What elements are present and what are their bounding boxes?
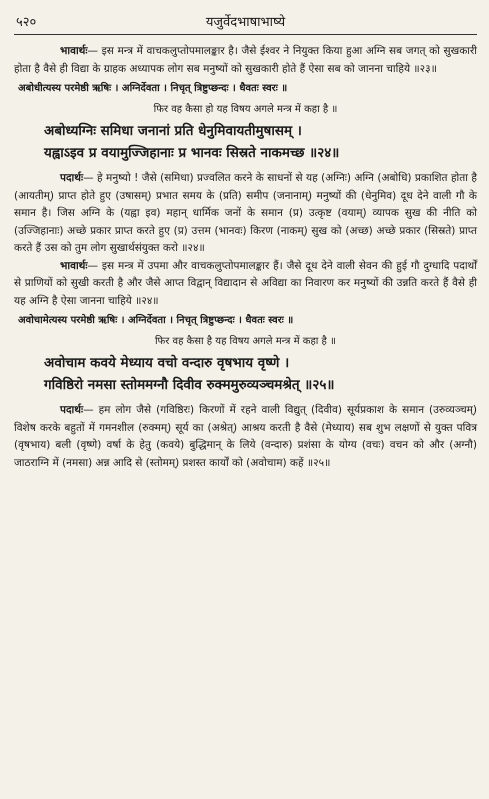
padartha-label: पदार्थः (60, 404, 84, 416)
bhavartha-text: — इस मन्त्र में वाचकलुप्तोपमालङ्कार है। जैसे ईश्वर ने नियुक्त किया हुआ अग्नि सब जगत् को सुखकारी होता है वैसे ही विद्या के ग्राहक अध्यापक लोग सब मनुष्यों को सुखकारी होते हैं ऐसा सब को जानना चाहिये ॥२३॥ (14, 45, 477, 75)
bhavartha-24 (14, 258, 477, 311)
mantra-24-line-2: यह्वाऽइव प्र वयामुज्जिहानाः प्र भानवः सिस्रते नाकमच्छ ॥२४॥ (44, 145, 340, 161)
mantra-intro-25: फिर वह कैसा है यह विषय अगले मन्त्र में कहा है ॥ (154, 336, 337, 347)
page-header (14, 10, 477, 35)
mantra-intro-24: फिर वह कैसा हो यह विषय अगले मन्त्र में कहा है ॥ (153, 104, 338, 115)
padartha-text: — हम लोग जैसे (गविष्ठिरः) किरणों में रहने वाली विद्युत् (दिवीव) सूर्यप्रकाश के समान (उरुव्यञ्चम्) विशेष करके बहुतों में गमनशील (रुक्मम्) सूर्य का (अश्रेत्) आश्रय करती है वैसे (मेध्याय) सब शुभ लक्षणों से युक्त पवित्र (वृषभाय) बली (वृष्णे) वर्षा के हेतु (कवये) बुद्धिमान् के लिये (वन्दारु) प्रशंसा के योग्य (वचः) वचन को और (अग्नौ) जाठराग्नि में (नमसा) अन्न आदि से (स्तोमम्) प्रशस्त कार्यों को (अवोचाम) कहें ॥२५॥ (14, 404, 477, 469)
mantra-24-line-1: अबोध्यग्निः समिधा जनानां प्रति धेनुमिवायतीमुषासम् । (44, 123, 302, 139)
bhavartha-label: भावार्थः (60, 45, 88, 57)
padartha-label: पदार्थः (60, 172, 84, 184)
mantra-metadata-24: अबोधीत्यस्य परमेष्ठी ऋषिः । अग्निर्देवता । निचृत् त्रिष्टुप्छन्दः । धैवतः स्वरः ॥ (18, 83, 288, 94)
padartha-24 (14, 170, 477, 258)
mantra-25-line-1: अवोचाम कवये मेध्याय वचो वन्दारु वृषभाय वृष्णे । (44, 355, 290, 371)
mantra-metadata-25: अवोचामेत्यस्य परमेष्ठी ऋषिः । अग्निर्देवता । निचृत् त्रिष्टुप्छन्दः । धैवतः स्वरः ॥ (18, 315, 294, 326)
page-number: ५२० (16, 15, 37, 30)
padartha-25 (14, 402, 477, 472)
bhavartha-text: — इस मन्त्र में उपमा और वाचकलुप्तोपमालङ्कार हैं। जैसे दूध देने वाली सेवन की हुई गौ दुग्धादि पदार्थों से प्राणियों को सुखी करती है और जैसे आप्त विद्वान् विद्यादान से अविद्या का निवारण कर मनुष्यों की उन्नति करते हैं वैसे ही यह अग्नि है ऐसा जानना चाहिये ॥२४॥ (14, 259, 477, 307)
bhavartha-label: भावार्थः (60, 259, 88, 272)
padartha-text: — हे मनुष्यो ! जैसे (समिधा) प्रज्वलित करने के साधनों से यह (अग्निः) अग्नि (अबोधि) प्रकाशित होता है (आयतीम्) प्राप्त होते हुए (उषासम्) प्रभात समय के (प्रति) समीप (जनानाम्) मनुष्यों की (धेनुमिव) दूध देने वाली गौ के समान है। जिस अग्नि के (यह्वा इव) महान् धार्मिक जनों के समान (प्र) उत्कृष्ट (वयाम्) व्यापक सुख की नीति को (उज्जिहानाः) अच्छे प्रकार प्राप्त करते हुए (प्र) उत्तम (भानवः) किरण (नाकम्) सुख को (अच्छ) अच्छे प्रकार (सिस्रते) प्राप्त करते हैं उस को तुम लोग सुखार्थसंयुक्त करो ॥२४॥ (14, 172, 477, 254)
mantra-25-line-2: गविष्ठिरो नमसा स्तोममग्नौ दिवीव रुक्ममुरुव्यञ्चमश्रेत् ॥२५॥ (44, 377, 335, 393)
running-title: यजुर्वेदभाषाभाष्ये (205, 15, 286, 30)
bhavartha-23 (14, 43, 477, 78)
